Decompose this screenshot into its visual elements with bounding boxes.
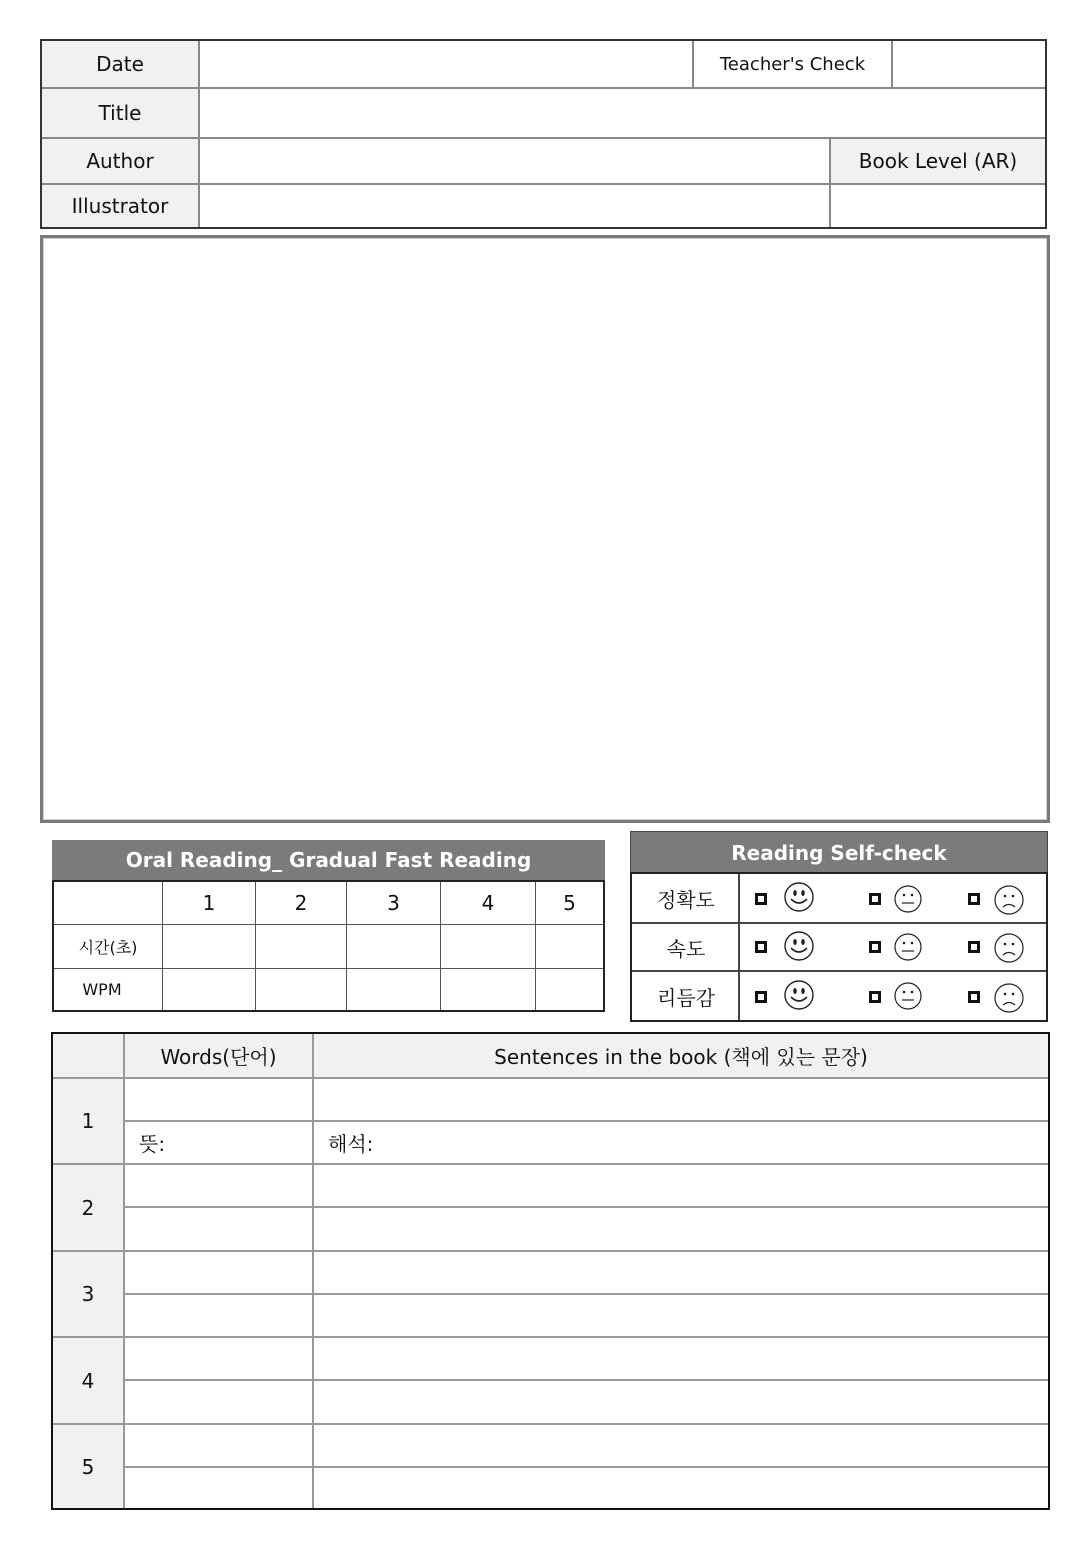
checkbox[interactable] — [869, 991, 881, 1003]
word-input[interactable] — [125, 1252, 312, 1293]
checkbox[interactable] — [968, 941, 980, 953]
book-level-label: Book Level (AR) — [858, 149, 1018, 173]
sad-face-icon — [993, 884, 1025, 916]
date-field[interactable] — [200, 41, 692, 87]
divider — [123, 1206, 1048, 1208]
self-check-category-accuracy: 정확도 — [657, 887, 715, 912]
teacher-check-label: Teacher's Check — [719, 53, 866, 75]
self-check-table — [630, 872, 1048, 1022]
checkbox[interactable] — [968, 991, 980, 1003]
divider — [123, 1379, 1048, 1381]
sentence-input[interactable] — [314, 1165, 1048, 1206]
row-number: 1 — [81, 1109, 95, 1133]
oral-column-header: 5 — [563, 891, 576, 915]
wpm-input-row[interactable] — [163, 969, 603, 1010]
self-check-category-rhythm: 리듬감 — [657, 985, 715, 1010]
checkbox[interactable] — [755, 991, 767, 1003]
sad-face-icon — [993, 982, 1025, 1014]
words-header: Words(단어) — [160, 1045, 277, 1069]
neutral-face-icon — [893, 981, 923, 1011]
date-label: Date — [96, 52, 144, 76]
book-level-field[interactable] — [831, 185, 1045, 227]
oral-reading-title: Oral Reading_ Gradual Fast Reading — [52, 840, 605, 880]
word-input[interactable] — [125, 1079, 312, 1120]
sentences-header: Sentences in the book (책에 있는 문장) — [494, 1045, 868, 1069]
smiley-face-icon — [782, 880, 816, 914]
illustrator-field[interactable] — [200, 185, 829, 227]
sentence-input[interactable] — [314, 1079, 1048, 1120]
neutral-face-icon — [893, 932, 923, 962]
checkbox[interactable] — [755, 893, 767, 905]
self-check-category-speed: 속도 — [666, 936, 706, 961]
smiley-face-icon — [782, 929, 816, 963]
divider — [123, 1466, 1048, 1468]
oral-reading-table — [52, 880, 605, 1012]
translation-label: 해석: — [328, 1132, 374, 1156]
oral-column-header: 3 — [387, 891, 400, 915]
checkbox[interactable] — [755, 941, 767, 953]
oral-column-header: 4 — [481, 891, 495, 915]
checkbox[interactable] — [869, 941, 881, 953]
divider — [123, 1293, 1048, 1295]
word-input[interactable] — [125, 1425, 312, 1466]
checkbox[interactable] — [869, 893, 881, 905]
title-field[interactable] — [200, 89, 1045, 137]
oral-column-header: 1 — [202, 891, 216, 915]
sentence-input[interactable] — [314, 1252, 1048, 1293]
sad-face-icon — [993, 932, 1025, 964]
row-number: 2 — [81, 1195, 95, 1220]
row-number: 4 — [81, 1368, 95, 1393]
time-input-row[interactable] — [163, 925, 603, 968]
writing-area[interactable] — [40, 235, 1050, 823]
teacher-check-field[interactable] — [893, 41, 1045, 87]
oral-row-label-wpm: WPM — [82, 980, 122, 999]
words-table — [51, 1032, 1050, 1510]
author-field[interactable] — [200, 139, 829, 183]
sentence-input[interactable] — [314, 1338, 1048, 1379]
word-input[interactable] — [125, 1338, 312, 1379]
row-number: 3 — [81, 1282, 95, 1306]
oral-row-label-time: 시간(초) — [78, 938, 138, 957]
smiley-face-icon — [782, 978, 816, 1012]
author-label: Author — [86, 149, 154, 173]
row-number: 5 — [81, 1454, 95, 1479]
neutral-face-icon — [893, 884, 923, 914]
oral-column-header: 2 — [294, 891, 308, 915]
checkbox[interactable] — [968, 893, 980, 905]
meaning-label: 뜻: — [139, 1132, 166, 1156]
word-input[interactable] — [125, 1165, 312, 1206]
sentence-input[interactable] — [314, 1425, 1048, 1466]
title-label: Title — [98, 101, 142, 125]
self-check-title: Reading Self-check — [630, 831, 1048, 874]
book-info-table — [40, 39, 1047, 229]
illustrator-label: Illustrator — [71, 194, 169, 218]
